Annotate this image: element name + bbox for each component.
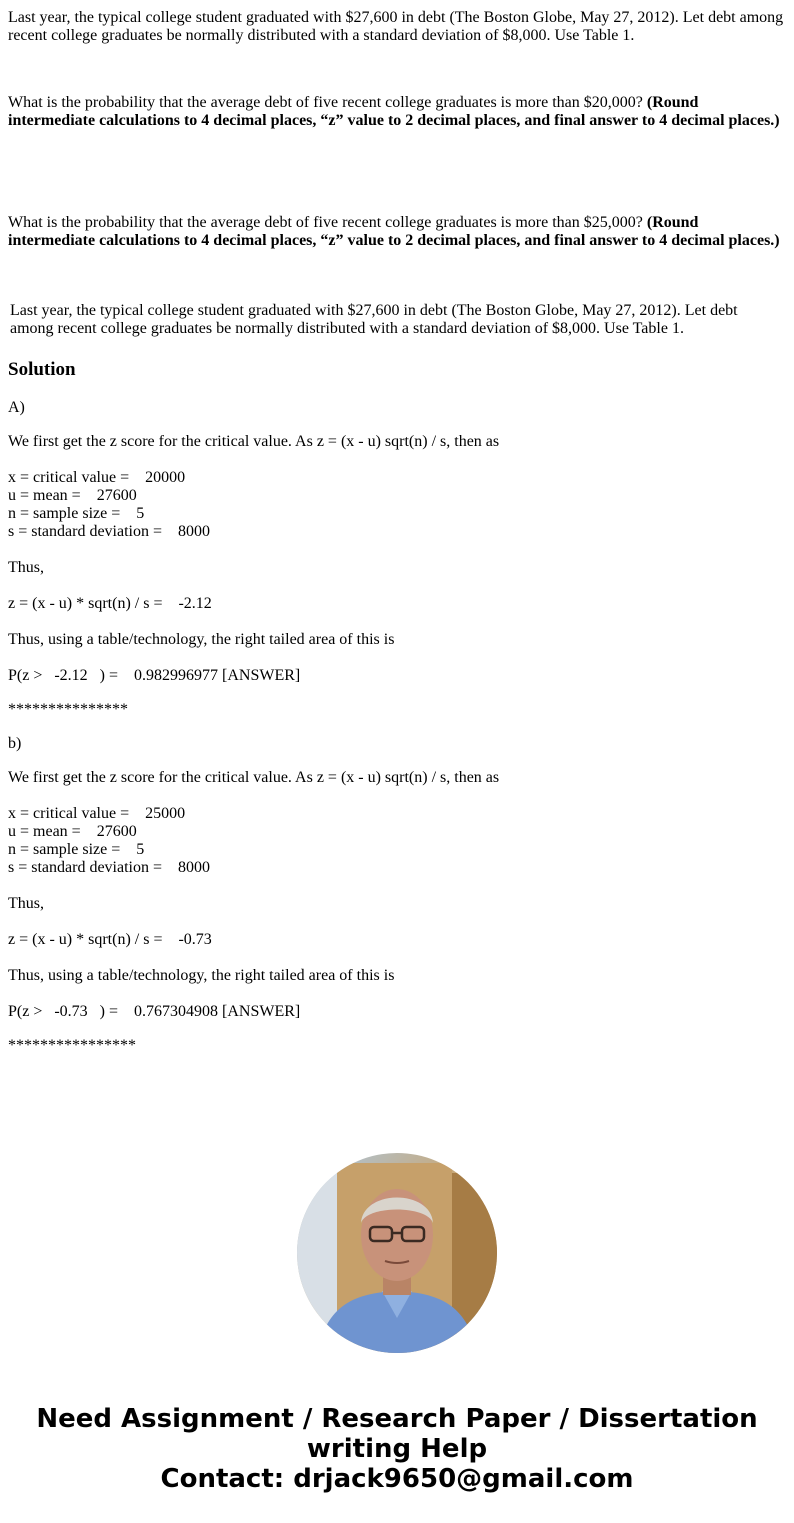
solution-a-x: x = critical value = 20000 — [8, 469, 186, 486]
solution-title: Solution — [8, 359, 76, 380]
solution-a-z: z = (x - u) * sqrt(n) / s = -2.12 — [8, 595, 212, 612]
question-part-a — [8, 94, 788, 130]
solution-b-answer: P(z > -0.73 ) = 0.767304908 [ANSWER] — [8, 1003, 301, 1020]
footer-line-1: Need Assignment / Research Paper / Dissertation — [36, 1404, 758, 1434]
solution-b-label: b) — [8, 735, 22, 752]
question-part-b-text: What is the probability that the average debt of five recent college graduates is more than $25,000? — [8, 214, 647, 231]
solution-a-thus-table: Thus, using a table/technology, the right tailed area of this is — [8, 631, 395, 648]
solution-a-u: u = mean = 27600 — [8, 487, 137, 504]
solution-b-separator: **************** — [8, 1037, 136, 1054]
solution-a-s: s = standard deviation = 8000 — [8, 523, 211, 540]
solution-b-s: s = standard deviation = 8000 — [8, 859, 211, 876]
footer-line-2: writing Help — [306, 1434, 488, 1464]
solution-b-intro: We first get the z score for the critical value. As z = (x - u) sqrt(n) / s, then as — [8, 769, 500, 786]
solution-b-x: x = critical value = 25000 — [8, 805, 186, 822]
solution-a-thus: Thus, — [8, 559, 44, 576]
solution-b-z: z = (x - u) * sqrt(n) / s = -0.73 — [8, 931, 212, 948]
solution-b-thus: Thus, — [8, 895, 44, 912]
question-repeat-intro: Last year, the typical college student graduated with $27,600 in debt (The Boston Globe, May 27, 2012). Let debt among recent college graduates be normally distributed with a standard deviation of $8,000. Use Table 1. — [10, 302, 738, 337]
footer-contact-email: Contact: drjack9650@gmail.com — [160, 1464, 634, 1494]
person-photo-icon — [297, 1153, 497, 1353]
solution-b-u: u = mean = 27600 — [8, 823, 137, 840]
question-part-b-rounding: (Round intermediate calculations to 4 decimal places, “z” value to 2 decimal places, and final answer to 4 decimal places.) — [8, 214, 780, 249]
solution-b-n: n = sample size = 5 — [8, 841, 145, 858]
solution-a-answer: P(z > -2.12 ) = 0.982996977 [ANSWER] — [8, 667, 301, 684]
solution-a-intro: We first get the z score for the critical value. As z = (x - u) sqrt(n) / s, then as — [8, 433, 500, 450]
solution-a-variables — [8, 469, 768, 541]
question-part-a-text: What is the probability that the average debt of five recent college graduates is more than $20,000? — [8, 94, 647, 111]
footer-contact — [0, 1404, 794, 1494]
solution-a-separator: *************** — [8, 701, 128, 718]
solution-b-thus-table: Thus, using a table/technology, the right tailed area of this is — [8, 967, 395, 984]
question-part-a-rounding: (Round intermediate calculations to 4 decimal places, “z” value to 2 decimal places, and final answer to 4 decimal places.) — [8, 94, 780, 129]
question-intro: Last year, the typical college student graduated with $27,600 in debt (The Boston Globe, May 27, 2012). Let debt among recent college graduates be normally distributed with a standard deviation of $8,000. Use Table 1. — [8, 9, 784, 44]
solution-a-n: n = sample size = 5 — [8, 505, 145, 522]
question-part-b — [8, 214, 788, 250]
avatar — [297, 1153, 497, 1353]
solution-a-label: A) — [8, 399, 25, 416]
solution-b-variables — [8, 805, 768, 877]
